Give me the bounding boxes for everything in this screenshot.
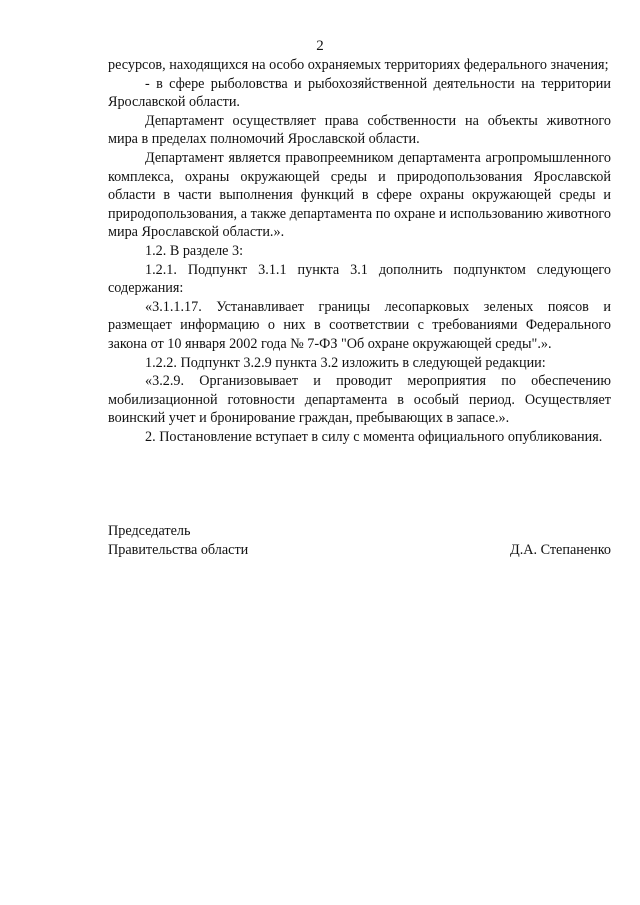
paragraph: «3.2.9. Организовывает и проводит мероприятия по обеспечению мобилизационной готовности департамента в особый период. Осуществляет воинский учет и бронирование граждан, пребывающих в запасе.». [108, 373, 611, 427]
paragraph: «3.1.1.17. Устанавливает границы лесопарковых зеленых поясов и размещает информацию о них в соответствии с требованиями Федерального закона от 10 января 2002 года № 7-ФЗ "Об охране окружающей среды".». [108, 298, 611, 352]
signature-block [108, 522, 611, 559]
paragraph: 2. Постановление вступает в силу с момента официального опубликования. [145, 428, 603, 445]
paragraph: - в сфере рыболовства и рыбохозяйственной деятельности на территории Ярославской области. [108, 75, 611, 111]
signatory-title-line1: Председатель [108, 523, 191, 539]
page-number: 2 [316, 38, 324, 54]
signature-row [108, 541, 611, 560]
paragraph: 1.2. В разделе 3: [145, 242, 244, 259]
signatory-name: Д.А. Степаненко [510, 541, 611, 558]
signatory-title-line2: Правительства области [108, 541, 249, 558]
paragraph: 1.2.2. Подпункт 3.2.9 пункта 3.2 изложить в следующей редакции: [145, 354, 546, 371]
paragraph: Департамент является правопреемником департамента агропромышленного комплекса, охраны окружающей среды и природопользования Ярославской области в части выполнения функций в сфере охраны окружающей среды и природопользования, а также департамента по охране и использованию животного мира Ярославской области.». [108, 149, 611, 241]
paragraph: ресурсов, находящихся на особо охраняемых территориях федерального значения; [108, 57, 609, 73]
paragraph: 1.2.1. Подпункт 3.1.1 пункта 3.1 дополнить подпунктом следующего содержания: [108, 261, 611, 297]
document-body [108, 56, 611, 446]
paragraph: Департамент осуществляет права собственности на объекты животного мира в пределах полномочий Ярославской области. [108, 112, 611, 148]
